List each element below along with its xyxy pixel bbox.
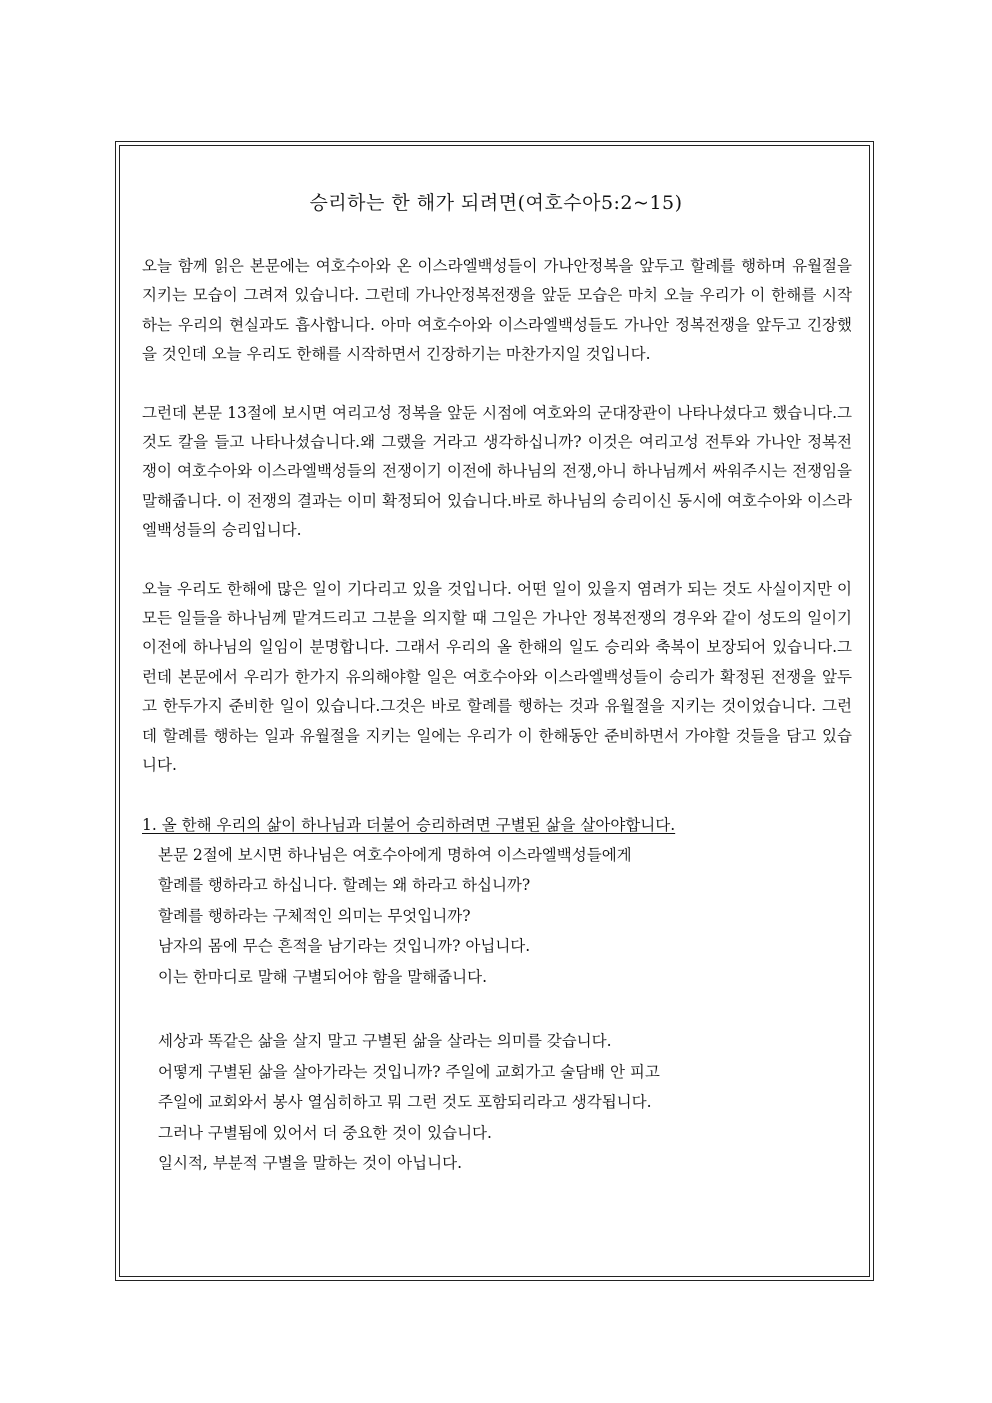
body-line: 어떻게 구별된 삶을 살아가라는 것입니까? 주일에 교회가고 술담배 안 피고 [158,1062,660,1081]
document-body [142,252,852,1213]
body-line: 할례를 행하라고 하십니다. 할례는 왜 하라고 하십니까? [158,876,531,894]
body-line: 이는 한마디로 말해 구별되어야 함을 말해줍니다. [158,967,488,986]
body-line: 주일에 교회와서 봉사 열심히하고 뭐 그런 것도 포함되리라고 생각됩니다. [158,1093,652,1111]
body-line: 세상과 똑같은 삶을 살지 말고 구별된 삶을 살라는 의미를 갖습니다. [158,1032,612,1050]
body-line: 본문 2절에 보시면 하나님은 여호수아에게 명하여 이스라엘백성들에게 [158,845,632,864]
body-line: 남자의 몸에 무슨 흔적을 남기라는 것입니까? 아닙니다. [158,937,531,955]
paragraph-preparation: 오늘 우리도 한해에 많은 일이 기다리고 있을 것입니다. 어떤 일이 있을지 염려가 되는 것도 사실이지만 이 모든 일들을 하나님께 맡겨드리고 그분을 의지할 때 그일은 가나안 정복전쟁의 경우와 같이 성도의 일이기 이전에 하나님의 일임이 분명합니다. 그래서 우리의 올 한해의 일도 승리와 축복이 보장되어 있습니다.그런데 본문에서 우리가 한가지 유의해야할 일은 여호수아와 이스라엘백성들이 승리가 확정된 전쟁을 앞두고 한두가지 준비한 일이 있습니다.그것은 바로 할례를 행하는 것과 유월절을 지키는 것이었습니다. 그런데 할례를 행하는 일과 유월절을 지키는 일에는 우리가 이 한해동안 준비하면서 가야할 것들을 담고 있습니다. [142,579,852,775]
paragraph-commander: 그런데 본문 13절에 보시면 여리고성 정복을 앞둔 시점에 여호와의 군대장관이 나타나셨다고 했습니다.그것도 칼을 들고 나타나셨습니다.왜 그랬을 거라고 생각하십니까? 이것은 여리고성 전투와 가나안 정복전쟁이 여호수아와 이스라엘백성들의 전쟁이기 이전에 하나님의 전쟁,아니 하나님께서 싸워주시는 전쟁임을 말해줍니다. 이 전쟁의 결과는 이미 확정되어 있습니다.바로 하나님의 승리이신 동시에 여호수아와 이스라엘백성들의 승리입니다. [142,403,852,540]
body-line: 일시적, 부분적 구별을 말하는 것이 아닙니다. [158,1154,463,1172]
page-title: 승리하는 한 해가 되려면(여호수아5:2~15) [309,192,683,214]
body-line: 그러나 구별됨에 있어서 더 중요한 것이 있습니다. [158,1123,492,1142]
body-line: 할례를 행하라는 구체적인 의미는 무엇입니까? [158,906,471,925]
paragraph-intro: 오늘 함께 읽은 본문에는 여호수아와 온 이스라엘백성들이 가나안정복을 앞두고 할례를 행하며 유월절을 지키는 모습이 그려져 있습니다. 그런데 가나안정복전쟁을 앞둔 모습은 마치 오늘 우리가 이 한해를 시작하는 우리의 현실과도 흡사합니다. 아마 여호수아와 이스라엘백성들도 가나안 정복전쟁을 앞두고 긴장했을 것인데 오늘 우리도 한해를 시작하면서 긴장하기는 마찬가지일 것입니다. [142,257,852,364]
section-heading: 1. 올 한해 우리의 삶이 하나님과 더불어 승리하려면 구별된 삶을 살아야합니다. [142,815,676,834]
section-block-separation [142,1026,852,1179]
section-block-circumcision [142,840,852,993]
